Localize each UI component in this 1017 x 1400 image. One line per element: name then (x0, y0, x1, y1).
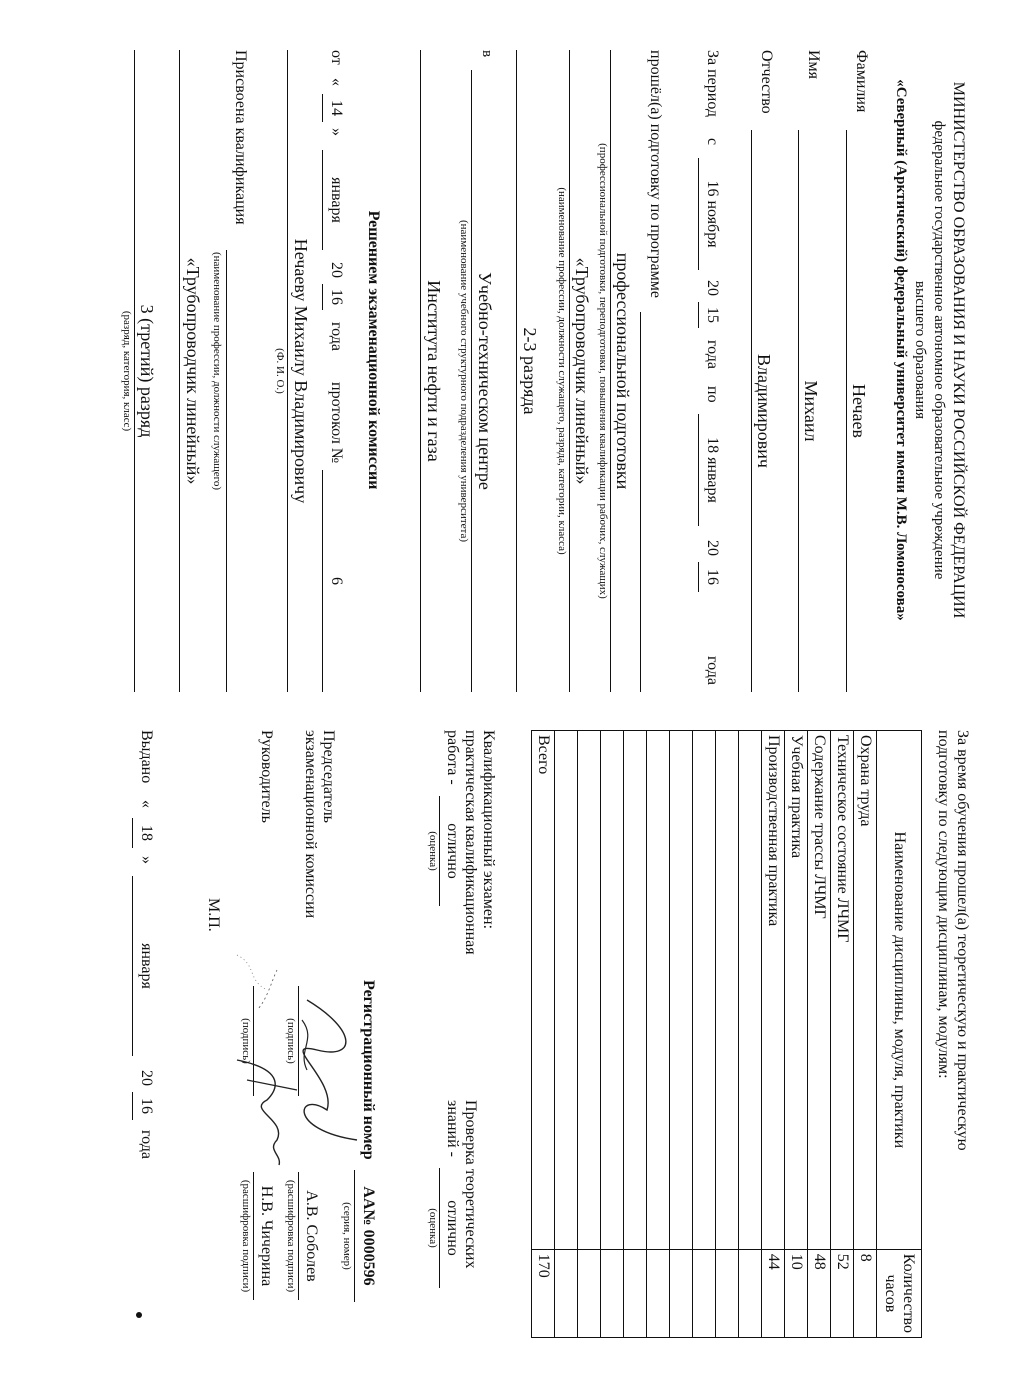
chair-name: А.В. Соболев (303, 1190, 320, 1282)
discipline-name (647, 731, 670, 1250)
ministry-header: МИНИСТЕРСТВО ОБРАЗОВАНИЯ И НАУКИ РОССИЙСКОЙ ФЕДЕРАЦИИ (950, 81, 967, 619)
total-value: 170 (532, 1249, 555, 1337)
table-row (624, 731, 647, 1338)
institute-value: Института нефти и газа (424, 280, 444, 462)
period-label: За период (704, 50, 721, 118)
university-name: «Северный (Арктический) федеральный университет имени М.В. Ломоносова» (893, 79, 909, 621)
table-row (716, 731, 739, 1338)
right-page: За время обучения прошел(а) теоретическую и практическую подготовку по следующим дисциплинам, модулям: Наименование дисциплины, модуля, практики Количество часов Охрана труда 8 Техническое состояние ЛЧМГ 52 Содержание трассы ЛЧМГ 48 Учебная практика 10 Производственная практика 44 Всего 170 Квалификационный экзамен: практическая квалификационная работа - отлично (оценка) Проверка теоретических знаний - отлично (оценка) Регистрационный номер АА№ 0000596 (серия, номер) Председатель экзаменационной комиссии (подпись) А.В. Соболев (расшифровка подписи) Руководитель (подпись) Н.В. Чичерина (расшифровка подписи) М.П. Выдано « 18 » января 20 16 года (0, 700, 1017, 1400)
discipline-name: Учебная практика (785, 731, 808, 1250)
rank-value: 3 (третий) разряд (137, 304, 157, 438)
disciplines-table (531, 730, 922, 1338)
reg-label: Регистрационный номер (360, 980, 377, 1160)
name-value: Михаил (801, 380, 821, 442)
table-row (601, 731, 624, 1338)
surname-label: Фамилия (853, 50, 870, 113)
protocol-number: 6 (328, 577, 345, 585)
theory-line-1: Проверка теоретических (462, 1100, 479, 1269)
head-label: Руководитель (258, 730, 275, 823)
table-row (831, 731, 854, 1338)
surname-value: Нечаев (849, 383, 869, 439)
discipline-hours: 48 (808, 1249, 831, 1337)
header-hours: Количество часов (877, 1249, 922, 1337)
table-row (808, 731, 831, 1338)
header-name: Наименование дисциплины, модуля, практики (877, 731, 922, 1250)
patronymic-label: Отчество (758, 50, 775, 114)
period-start-year: 15 (704, 307, 721, 323)
patronymic-value: Владимирович (754, 354, 774, 468)
chair-line-1: Председатель (320, 730, 337, 823)
signature-marks (227, 940, 397, 1180)
qualification-value: «Трубопроводчик линейный» (183, 257, 203, 485)
table-row (854, 731, 877, 1338)
program-label: прошёл(а) подготовку по программе (647, 50, 664, 298)
discipline-hours (670, 1249, 693, 1337)
decision-year: 16 (328, 289, 345, 305)
chair-line-2: экзаменационной комиссии (302, 730, 319, 919)
exam-line-2: практическая квалификационная (462, 730, 479, 955)
unit-value: Учебно-техническом центре (475, 272, 495, 490)
table-row (647, 731, 670, 1338)
discipline-hours (578, 1249, 601, 1337)
program-value: профессиональной подготовки (613, 252, 633, 490)
discipline-hours (555, 1249, 578, 1337)
intro-line-2: подготовку по следующим дисциплинам, модулям: (935, 730, 952, 1079)
discipline-name (693, 731, 716, 1250)
total-label: Всего (532, 731, 555, 1250)
table-row (739, 731, 762, 1338)
issued-day: 18 (138, 825, 155, 841)
education-level: высшего образования (912, 280, 928, 420)
discipline-name (670, 731, 693, 1250)
reg-number: АА№ 0000596 (360, 1186, 377, 1286)
discipline-hours: 44 (762, 1249, 785, 1337)
discipline-hours (739, 1249, 762, 1337)
table-row (693, 731, 716, 1338)
discipline-name (739, 731, 762, 1250)
intro-line-1: За время обучения прошел(а) теоретическую и практическую (954, 730, 971, 1151)
discipline-hours: 8 (854, 1249, 877, 1337)
discipline-hours (716, 1249, 739, 1337)
head-name: Н.В. Чичерина (258, 1185, 275, 1287)
ink-dot (136, 1312, 142, 1318)
discipline-name: Охрана труда (854, 731, 877, 1250)
period-end-year: 16 (704, 569, 721, 585)
grade-value: 2-3 разряда (520, 327, 540, 415)
discipline-name: Техническое состояние ЛЧМГ (831, 731, 854, 1250)
person-dative: Нечаеву Михаилу Владимировичу (291, 238, 311, 504)
practical-grade: отлично (444, 823, 461, 879)
discipline-hours (647, 1249, 670, 1337)
discipline-name (716, 731, 739, 1250)
table-row (670, 731, 693, 1338)
issued-year: 16 (138, 1098, 155, 1114)
table-row (785, 731, 808, 1338)
discipline-name (624, 731, 647, 1250)
discipline-name (601, 731, 624, 1250)
discipline-name (578, 731, 601, 1250)
discipline-hours (624, 1249, 647, 1337)
left-page: МИНИСТЕРСТВО ОБРАЗОВАНИЯ И НАУКИ РОССИЙСКОЙ ФЕДЕРАЦИИ федеральное государственное автономное образовательное учреждение высшего образования «Северный (Арктический) федеральный университет имени М.В. Ломоносова» Фамилия Нечаев Имя Михаил Отчество Владимирович За период с 16 ноября 20 15 года по 18 января 20 16 года прошёл(а) подготовку по программе профессиональной подготовки (профессиональной подготовки, переподготовки, повышения квалификации рабочих, служащих) «Трубопроводчик линейный» (наименование профессии, должности служащего, разряда, категории, класса) 2-3 разряда в Учебно-техническом центре (наименование учебного структурного подразделения университета) Института нефти и газа Решением экзаменационной комиссии от « 14 » января 20 16 года протокол № 6 Нечаеву Михаилу Владимировичу (Ф. И. О.) Присвоена квалификация (наименование профессии, должности служащего) «Трубопроводчик линейный» 3 (третий) разряд (разряд, категория, класс) (0, 0, 1017, 700)
period-start-date: 16 ноября (704, 180, 721, 248)
decision-day: 14 (328, 100, 345, 116)
profession-value: «Трубопроводчик линейный» (572, 257, 592, 485)
discipline-name: Производственная практика (762, 731, 785, 1250)
stamp-label: М.П. (205, 898, 222, 932)
issued-month: января (138, 943, 155, 989)
table-row (578, 731, 601, 1338)
exam-line-1: Квалификационный экзамен: (480, 730, 497, 930)
name-label: Имя (805, 50, 822, 80)
qualification-label: Присвоена квалификация (232, 50, 249, 225)
institution-type: федеральное государственное автономное образовательное учреждение (931, 120, 947, 580)
table-row (762, 731, 785, 1338)
discipline-name (555, 731, 578, 1250)
discipline-hours (693, 1249, 716, 1337)
period-end-date: 18 января (704, 437, 721, 503)
discipline-hours (601, 1249, 624, 1337)
discipline-hours: 52 (831, 1249, 854, 1337)
issued-label: Выдано (138, 730, 155, 784)
table-row (555, 731, 578, 1338)
commission-title: Решением экзаменационной комиссии (365, 210, 382, 490)
discipline-name: Содержание трассы ЛЧМГ (808, 731, 831, 1250)
decision-month: января (328, 177, 345, 223)
discipline-hours: 10 (785, 1249, 808, 1337)
theory-grade: отлично (444, 1200, 461, 1256)
